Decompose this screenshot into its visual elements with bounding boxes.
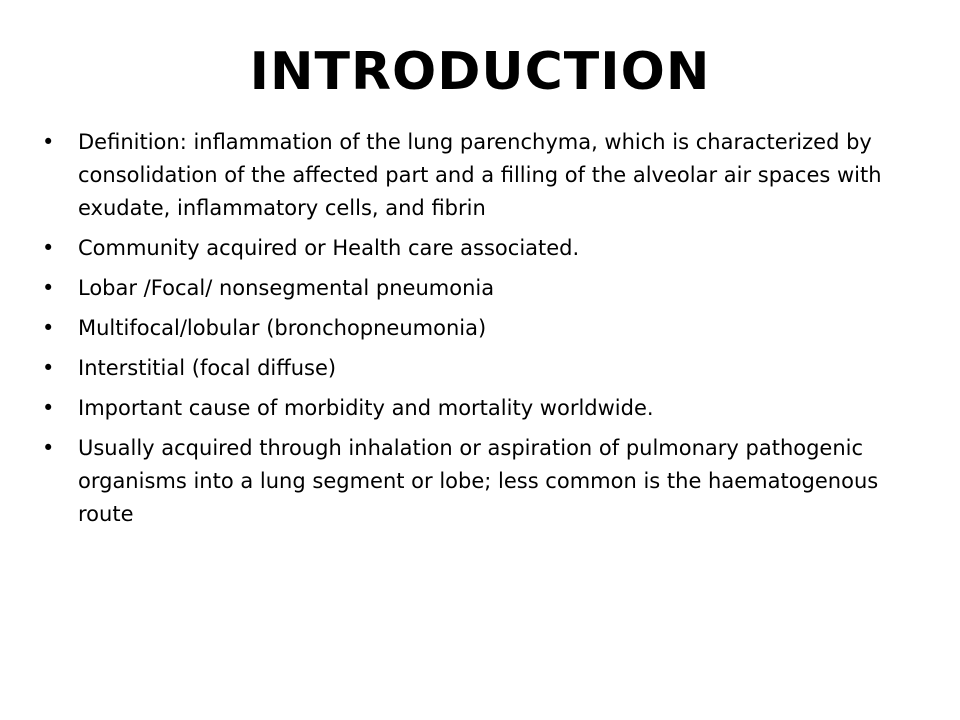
bullet-item-lobar bbox=[42, 272, 912, 305]
bullet-icon: • bbox=[42, 356, 55, 380]
bullet-text: Lobar /Focal/ nonsegmental pneumonia bbox=[78, 276, 495, 300]
bullet-item-multifocal bbox=[42, 312, 912, 345]
bullet-item-acquisition bbox=[42, 232, 912, 265]
bullet-text: Usually acquired through inhalation or aspiration of pulmonary pathogenic organisms into a lung segment or lobe; less common is the haematogenous route bbox=[78, 436, 879, 526]
bullet-icon: • bbox=[42, 436, 55, 460]
bullet-icon: • bbox=[42, 130, 55, 154]
bullet-icon: • bbox=[42, 236, 55, 260]
bullet-icon: • bbox=[42, 316, 55, 340]
bullet-text: Multifocal/lobular (bronchopneumonia) bbox=[78, 316, 487, 340]
bullet-item-interstitial bbox=[42, 352, 912, 385]
bullet-item-definition bbox=[42, 126, 912, 225]
bullet-icon: • bbox=[42, 396, 55, 420]
bullet-icon: • bbox=[42, 276, 55, 300]
bullet-item-route bbox=[42, 432, 912, 531]
bullet-item-importance bbox=[42, 392, 912, 425]
bullet-text: Important cause of morbidity and mortality worldwide. bbox=[78, 396, 654, 420]
bullet-list bbox=[42, 126, 912, 538]
bullet-text: Interstitial (focal diffuse) bbox=[78, 356, 337, 380]
slide-title: INTRODUCTION bbox=[249, 42, 711, 102]
bullet-text: Community acquired or Health care associated. bbox=[78, 236, 580, 260]
bullet-text: Definition: inflammation of the lung parenchyma, which is characterized by consolidation of the affected part and a filling of the alveolar air spaces with exudate, inflammatory cells, and fibrin bbox=[78, 130, 882, 220]
